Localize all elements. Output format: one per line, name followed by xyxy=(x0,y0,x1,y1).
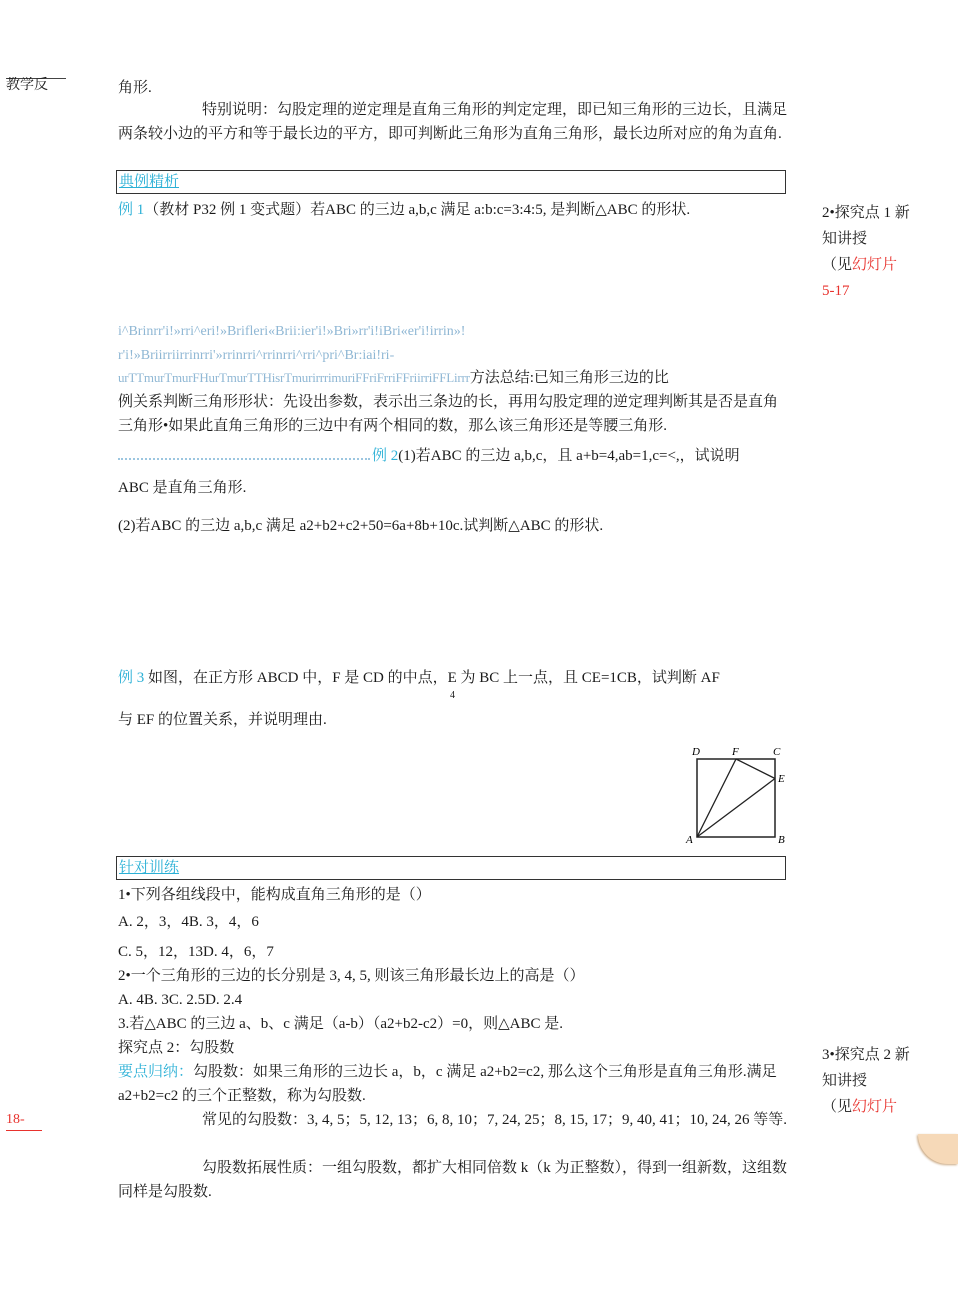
square-figure xyxy=(686,742,792,848)
example3-line1: 例 3 如图，在正方形 ABCD 中，F 是 CD 的中点，E 为 BC 上一点，且 CE=1CB，试判断 AF xyxy=(118,670,720,686)
method-summary: 例关系判断三角形形状：先设出参数，表示出三条边的长，再用勾股定理的逆定理判断其是否是直角三角形•如果此直角三角形的三边中有两个相同的数，那么该三角形还是等腰三角形. xyxy=(118,394,779,434)
training-q3: 3.若△ABC 的三边 a、b、c 满足（a-b）（a2+b2-c2）=0，则△ABC 是. xyxy=(118,1016,563,1032)
segment-ae xyxy=(697,779,775,838)
label-f: F xyxy=(732,746,739,758)
intro-line: 角形. xyxy=(118,80,152,96)
example1 xyxy=(118,198,790,222)
section-training-title: 针对训练 xyxy=(119,860,180,876)
margin-label-top: 教学反 xyxy=(6,78,66,93)
example2-wavy-divider xyxy=(118,458,370,462)
margin-label-bottom: 18- xyxy=(6,1110,42,1131)
example1-text: （教材 P32 例 1 变式题）若ABC 的三边 a,b,c 满足 a:b:c=3:4:5, 是判断△ABC 的形状. xyxy=(144,202,691,218)
garbled-line-2: r'i!»Briirriirrinrri'»rrinrri^rrinrri^rri^pri^Br:iai!ri- xyxy=(118,348,395,363)
training-q2-options: A. 4B. 3C. 2.5D. 2.4 xyxy=(118,992,243,1008)
example1-label: 例 1 xyxy=(118,202,145,218)
label-c: C xyxy=(773,746,781,758)
example2-line2: ABC 是直角三角形. xyxy=(118,480,247,496)
label-a: A xyxy=(686,834,693,846)
explore2-extension: 勾股数拓展性质：一组勾股数，都扩大相同倍数 k（k 为正整数），得到一组新数，这组数同样是勾股数. xyxy=(118,1160,788,1200)
explore2-key-points: 要点归纳：勾股数：如果三角形的三边长 a，b，c 满足 a2+b2=c2, 那么这个三角形是直角三角形.满足 a2+b2=c2 的三个正整数，称为勾股数. xyxy=(118,1064,777,1104)
example3-label: 例 3 xyxy=(118,670,145,686)
page-curl-decoration xyxy=(918,1134,958,1164)
side-note-1: 2•探究点 1 新 知讲授 （见幻灯片 5-17 xyxy=(822,205,910,299)
explore2-title: 探究点 2：勾股数 xyxy=(118,1040,235,1056)
segment-af xyxy=(697,759,736,837)
training-q1: 1•下列各组线段中，能构成直角三角形的是（） xyxy=(118,887,431,903)
example3-line2: 与 EF 的位置关系，并说明理由. xyxy=(118,712,327,728)
key-points-label: 要点归纳： xyxy=(118,1064,194,1080)
training-q2: 2•一个三角形的三边的长分别是 3, 4, 5, 则该三角形最长边上的高是（） xyxy=(118,968,585,984)
garbled-line-3-with-method: urTTmurTmurFHurTmurTTHisrTmurirrrimuriFFriFrriFFriirriFFLirrr方法总结:已知三角形三边的比 xyxy=(118,370,669,386)
example2-line1: 例 2(1)若ABC 的三边 a,b,c，且 a+b=4,ab=1,c=<,，试说明 xyxy=(372,448,740,464)
garbled-line-1: i^Brinrr'i!»rri^eri!»Brifleri«Brii:ier'i!»Bri»rr'i!iBri«er'i!irrin»! xyxy=(118,324,466,339)
example2-label: 例 2 xyxy=(372,448,399,464)
example3-sub: 4 xyxy=(450,690,455,701)
explore2-common: 常见的勾股数：3, 4, 5；5, 12, 13；6, 8, 10；7, 24, 25；8, 15, 17；9, 40, 41；10, 24, 26 等等. xyxy=(202,1112,788,1128)
label-d: D xyxy=(692,746,700,758)
square-abcd xyxy=(697,759,775,837)
section-examples-box xyxy=(116,170,786,194)
example2-part2: (2)若ABC 的三边 a,b,c 满足 a2+b2+c2+50=6a+8b+10c.试判断△ABC 的形状. xyxy=(118,518,604,534)
segment-fe xyxy=(736,759,775,779)
label-e: E xyxy=(778,773,785,785)
side-note-2: 3•探究点 2 新 知讲授 （见幻灯片 xyxy=(822,1047,910,1115)
special-note: 特别说明：勾股定理的逆定理是直角三角形的判定定理，即已知三角形的三边长，且满足两条较小边的平方和等于最长边的平方，即可判断此三角形为直角三角形，最长边所对应的角为直角. xyxy=(118,102,788,142)
section-examples-title: 典例精析 xyxy=(119,174,180,190)
training-q1-options-cd: C. 5，12，13D. 4，6，7 xyxy=(118,944,274,960)
section-training-box xyxy=(116,856,786,880)
label-b: B xyxy=(778,834,785,846)
training-q1-options-ab: A. 2，3，4B. 3，4，6 xyxy=(118,914,259,930)
